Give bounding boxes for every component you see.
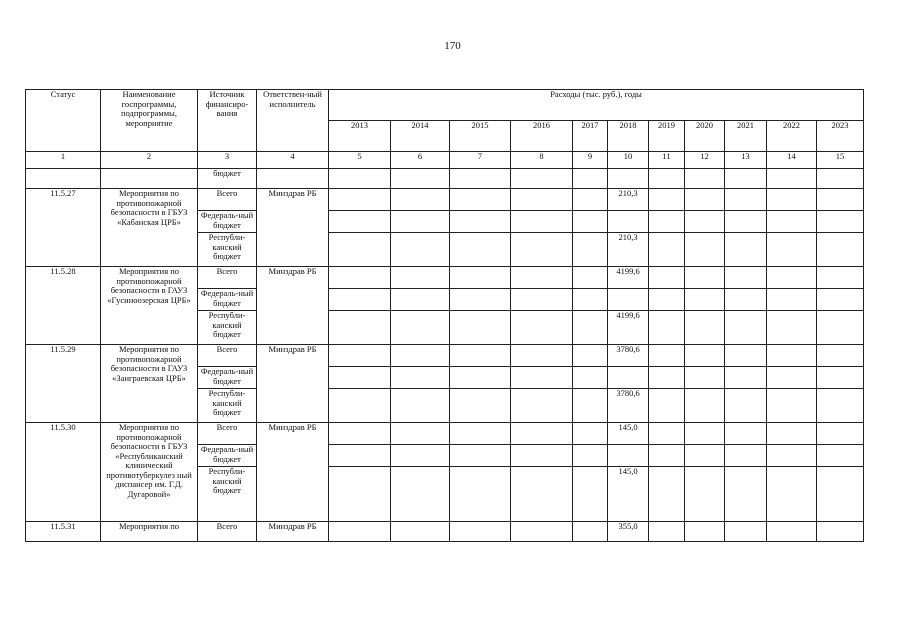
empty-cell bbox=[450, 522, 511, 542]
empty-cell bbox=[573, 345, 608, 367]
header-year: 2020 bbox=[685, 121, 725, 152]
empty-cell bbox=[450, 189, 511, 211]
header-year: 2019 bbox=[649, 121, 685, 152]
empty-cell bbox=[767, 367, 817, 389]
source-cell: Республи-канский бюджет bbox=[198, 389, 257, 423]
empty-cell bbox=[391, 522, 450, 542]
empty-cell bbox=[685, 289, 725, 311]
header-year: 2014 bbox=[391, 121, 450, 152]
empty-cell bbox=[450, 289, 511, 311]
empty-cell bbox=[817, 289, 864, 311]
empty-cell bbox=[649, 522, 685, 542]
empty-cell bbox=[511, 233, 573, 267]
header-year: 2021 bbox=[725, 121, 767, 152]
empty-cell bbox=[649, 367, 685, 389]
empty-cell bbox=[725, 267, 767, 289]
empty-cell bbox=[817, 311, 864, 345]
empty-cell bbox=[511, 389, 573, 423]
empty-cell bbox=[511, 423, 573, 445]
empty-cell bbox=[573, 189, 608, 211]
empty-cell bbox=[767, 233, 817, 267]
empty-cell bbox=[817, 211, 864, 233]
empty-cell bbox=[817, 267, 864, 289]
value-2018-cell: 210,3 bbox=[608, 233, 649, 267]
source-cell: Всего bbox=[198, 345, 257, 367]
empty-cell bbox=[329, 169, 391, 189]
empty-cell bbox=[817, 189, 864, 211]
header-year: 2022 bbox=[767, 121, 817, 152]
table-row bbox=[26, 423, 864, 445]
empty-cell bbox=[767, 389, 817, 423]
empty-cell bbox=[329, 211, 391, 233]
column-number: 12 bbox=[685, 152, 725, 169]
empty-cell bbox=[329, 345, 391, 367]
status-cell: 11.5.31 bbox=[26, 522, 101, 542]
header-name: Наименование госпрограммы, подпрограммы, мероприятие bbox=[101, 90, 198, 152]
empty-cell bbox=[649, 189, 685, 211]
empty-cell bbox=[767, 345, 817, 367]
empty-cell bbox=[450, 445, 511, 467]
empty-cell bbox=[511, 345, 573, 367]
empty-cell bbox=[329, 367, 391, 389]
empty-cell bbox=[450, 211, 511, 233]
source-cell: Республи-канский бюджет bbox=[198, 233, 257, 267]
empty-cell bbox=[685, 233, 725, 267]
column-number: 4 bbox=[257, 152, 329, 169]
value-2018-cell bbox=[608, 367, 649, 389]
empty-cell bbox=[573, 311, 608, 345]
header-year: 2016 bbox=[511, 121, 573, 152]
empty-cell bbox=[725, 211, 767, 233]
empty-cell bbox=[329, 289, 391, 311]
empty-cell bbox=[685, 189, 725, 211]
source-cell: Всего bbox=[198, 267, 257, 289]
empty-cell bbox=[817, 467, 864, 522]
empty-cell bbox=[767, 423, 817, 445]
empty-cell bbox=[767, 211, 817, 233]
empty-cell bbox=[649, 289, 685, 311]
column-number: 11 bbox=[649, 152, 685, 169]
column-number: 8 bbox=[511, 152, 573, 169]
source-cell: бюджет bbox=[198, 169, 257, 189]
name-cell: Мероприятия по противопожарной безопасности в ГБУЗ «Кабанская ЦРБ» bbox=[101, 189, 198, 267]
value-2018-cell: 3780,6 bbox=[608, 345, 649, 367]
empty-cell bbox=[767, 189, 817, 211]
header-year: 2015 bbox=[450, 121, 511, 152]
column-number: 2 bbox=[101, 152, 198, 169]
empty-cell bbox=[725, 345, 767, 367]
status-cell: 11.5.28 bbox=[26, 267, 101, 345]
empty-cell bbox=[725, 169, 767, 189]
header-status: Статус bbox=[26, 90, 101, 152]
empty-cell bbox=[649, 233, 685, 267]
empty-cell bbox=[573, 233, 608, 267]
page-number: 170 bbox=[444, 40, 461, 52]
empty-cell bbox=[817, 423, 864, 445]
value-2018-cell: 4199,6 bbox=[608, 311, 649, 345]
column-number: 1 bbox=[26, 152, 101, 169]
empty-cell bbox=[391, 289, 450, 311]
header-year: 2023 bbox=[817, 121, 864, 152]
empty-cell bbox=[725, 367, 767, 389]
status-cell: 11.5.30 bbox=[26, 423, 101, 522]
empty-cell bbox=[649, 169, 685, 189]
empty-cell bbox=[767, 289, 817, 311]
empty-cell bbox=[649, 267, 685, 289]
empty-cell bbox=[391, 345, 450, 367]
empty-cell bbox=[685, 423, 725, 445]
value-2018-cell bbox=[608, 211, 649, 233]
empty-cell bbox=[573, 211, 608, 233]
empty-cell bbox=[511, 189, 573, 211]
empty-cell bbox=[649, 467, 685, 522]
source-cell: Федераль-ный бюджет bbox=[198, 445, 257, 467]
empty-cell bbox=[817, 233, 864, 267]
source-cell: Федераль-ный бюджет bbox=[198, 289, 257, 311]
empty-cell bbox=[391, 189, 450, 211]
empty-cell bbox=[450, 267, 511, 289]
empty-cell bbox=[725, 233, 767, 267]
empty-cell bbox=[329, 467, 391, 522]
empty-cell bbox=[329, 233, 391, 267]
status-cell: 11.5.27 bbox=[26, 189, 101, 267]
empty-cell bbox=[573, 467, 608, 522]
column-number: 14 bbox=[767, 152, 817, 169]
empty-cell bbox=[573, 289, 608, 311]
value-2018-cell: 3780,6 bbox=[608, 389, 649, 423]
value-2018-cell: 145,0 bbox=[608, 467, 649, 522]
empty-cell bbox=[649, 311, 685, 345]
executor-cell: Минздрав РБ bbox=[257, 267, 329, 345]
empty-cell bbox=[450, 169, 511, 189]
empty-cell bbox=[767, 445, 817, 467]
value-2018-cell: 145,0 bbox=[608, 423, 649, 445]
empty-cell bbox=[391, 423, 450, 445]
empty-cell bbox=[450, 345, 511, 367]
empty-cell bbox=[649, 445, 685, 467]
empty-cell bbox=[767, 169, 817, 189]
status-cell bbox=[26, 169, 101, 189]
column-number: 5 bbox=[329, 152, 391, 169]
table-row bbox=[26, 169, 864, 189]
table-row bbox=[26, 522, 864, 542]
name-cell: Мероприятия по противопожарной безопасности в ГАУЗ «Гусиноозерская ЦРБ» bbox=[101, 267, 198, 345]
empty-cell bbox=[329, 423, 391, 445]
empty-cell bbox=[685, 311, 725, 345]
empty-cell bbox=[573, 389, 608, 423]
source-cell: Всего bbox=[198, 522, 257, 542]
value-2018-cell bbox=[608, 445, 649, 467]
empty-cell bbox=[573, 445, 608, 467]
empty-cell bbox=[685, 522, 725, 542]
empty-cell bbox=[573, 367, 608, 389]
name-cell bbox=[101, 169, 198, 189]
empty-cell bbox=[608, 169, 649, 189]
source-cell: Федераль-ный бюджет bbox=[198, 211, 257, 233]
header-year: 2018 bbox=[608, 121, 649, 152]
executor-cell: Минздрав РБ bbox=[257, 345, 329, 423]
header-year: 2017 bbox=[573, 121, 608, 152]
empty-cell bbox=[725, 467, 767, 522]
empty-cell bbox=[817, 367, 864, 389]
empty-cell bbox=[767, 311, 817, 345]
executor-cell: Минздрав РБ bbox=[257, 189, 329, 267]
empty-cell bbox=[573, 169, 608, 189]
empty-cell bbox=[450, 423, 511, 445]
empty-cell bbox=[511, 311, 573, 345]
empty-cell bbox=[511, 522, 573, 542]
empty-cell bbox=[817, 169, 864, 189]
empty-cell bbox=[649, 345, 685, 367]
source-cell: Республи-канский бюджет bbox=[198, 311, 257, 345]
empty-cell bbox=[450, 311, 511, 345]
empty-cell bbox=[391, 211, 450, 233]
empty-cell bbox=[725, 389, 767, 423]
empty-cell bbox=[725, 311, 767, 345]
header-source: Источник финансиро-вания bbox=[198, 90, 257, 152]
column-number: 9 bbox=[573, 152, 608, 169]
value-2018-cell: 355,0 bbox=[608, 522, 649, 542]
empty-cell bbox=[725, 522, 767, 542]
empty-cell bbox=[329, 389, 391, 423]
empty-cell bbox=[450, 389, 511, 423]
empty-cell bbox=[649, 211, 685, 233]
executor-cell bbox=[257, 169, 329, 189]
empty-cell bbox=[511, 367, 573, 389]
empty-cell bbox=[725, 289, 767, 311]
empty-cell bbox=[685, 267, 725, 289]
status-cell: 11.5.29 bbox=[26, 345, 101, 423]
empty-cell bbox=[649, 423, 685, 445]
executor-cell: Минздрав РБ bbox=[257, 423, 329, 522]
executor-cell: Минздрав РБ bbox=[257, 522, 329, 542]
empty-cell bbox=[391, 445, 450, 467]
empty-cell bbox=[685, 389, 725, 423]
empty-cell bbox=[511, 211, 573, 233]
empty-cell bbox=[329, 445, 391, 467]
empty-cell bbox=[685, 467, 725, 522]
empty-cell bbox=[685, 211, 725, 233]
empty-cell bbox=[329, 267, 391, 289]
empty-cell bbox=[511, 169, 573, 189]
empty-cell bbox=[573, 267, 608, 289]
empty-cell bbox=[767, 267, 817, 289]
empty-cell bbox=[725, 423, 767, 445]
empty-cell bbox=[450, 233, 511, 267]
source-cell: Всего bbox=[198, 189, 257, 211]
header-executor: Ответствен-ный исполнитель bbox=[257, 90, 329, 152]
name-cell: Мероприятия по противопожарной безопасности в ГАУЗ «Заиграевская ЦРБ» bbox=[101, 345, 198, 423]
empty-cell bbox=[391, 169, 450, 189]
empty-cell bbox=[767, 522, 817, 542]
empty-cell bbox=[685, 345, 725, 367]
empty-cell bbox=[817, 389, 864, 423]
column-number: 13 bbox=[725, 152, 767, 169]
empty-cell bbox=[511, 467, 573, 522]
empty-cell bbox=[391, 267, 450, 289]
empty-cell bbox=[391, 467, 450, 522]
empty-cell bbox=[725, 445, 767, 467]
empty-cell bbox=[391, 311, 450, 345]
empty-cell bbox=[391, 233, 450, 267]
empty-cell bbox=[685, 169, 725, 189]
value-2018-cell: 4199,6 bbox=[608, 267, 649, 289]
empty-cell bbox=[817, 445, 864, 467]
value-2018-cell: 210,3 bbox=[608, 189, 649, 211]
empty-cell bbox=[573, 522, 608, 542]
empty-cell bbox=[685, 445, 725, 467]
empty-cell bbox=[817, 522, 864, 542]
header-expenses: Расходы (тыс. руб.), годы bbox=[329, 90, 864, 121]
column-number: 7 bbox=[450, 152, 511, 169]
empty-cell bbox=[685, 367, 725, 389]
column-number: 6 bbox=[391, 152, 450, 169]
empty-cell bbox=[511, 267, 573, 289]
source-cell: Республи-канский бюджет bbox=[198, 467, 257, 522]
empty-cell bbox=[329, 189, 391, 211]
table-row bbox=[26, 189, 864, 211]
empty-cell bbox=[391, 367, 450, 389]
source-cell: Всего bbox=[198, 423, 257, 445]
column-number: 15 bbox=[817, 152, 864, 169]
source-cell: Федераль-ный бюджет bbox=[198, 367, 257, 389]
expenses-table bbox=[25, 89, 864, 542]
column-number: 3 bbox=[198, 152, 257, 169]
empty-cell bbox=[725, 189, 767, 211]
name-cell: Мероприятия по bbox=[101, 522, 198, 542]
empty-cell bbox=[329, 311, 391, 345]
empty-cell bbox=[450, 467, 511, 522]
table-row bbox=[26, 345, 864, 367]
table-row bbox=[26, 267, 864, 289]
name-cell: Мероприятия по противопожарной безопасности в ГБУЗ «Республиканский клинический противотуберкулез ный диспансер им. Г.Д. Дугаровой» bbox=[101, 423, 198, 522]
empty-cell bbox=[649, 389, 685, 423]
column-number: 10 bbox=[608, 152, 649, 169]
empty-cell bbox=[511, 445, 573, 467]
empty-cell bbox=[573, 423, 608, 445]
empty-cell bbox=[511, 289, 573, 311]
value-2018-cell bbox=[608, 289, 649, 311]
header-year: 2013 bbox=[329, 121, 391, 152]
empty-cell bbox=[391, 389, 450, 423]
empty-cell bbox=[817, 345, 864, 367]
empty-cell bbox=[329, 522, 391, 542]
empty-cell bbox=[450, 367, 511, 389]
empty-cell bbox=[767, 467, 817, 522]
